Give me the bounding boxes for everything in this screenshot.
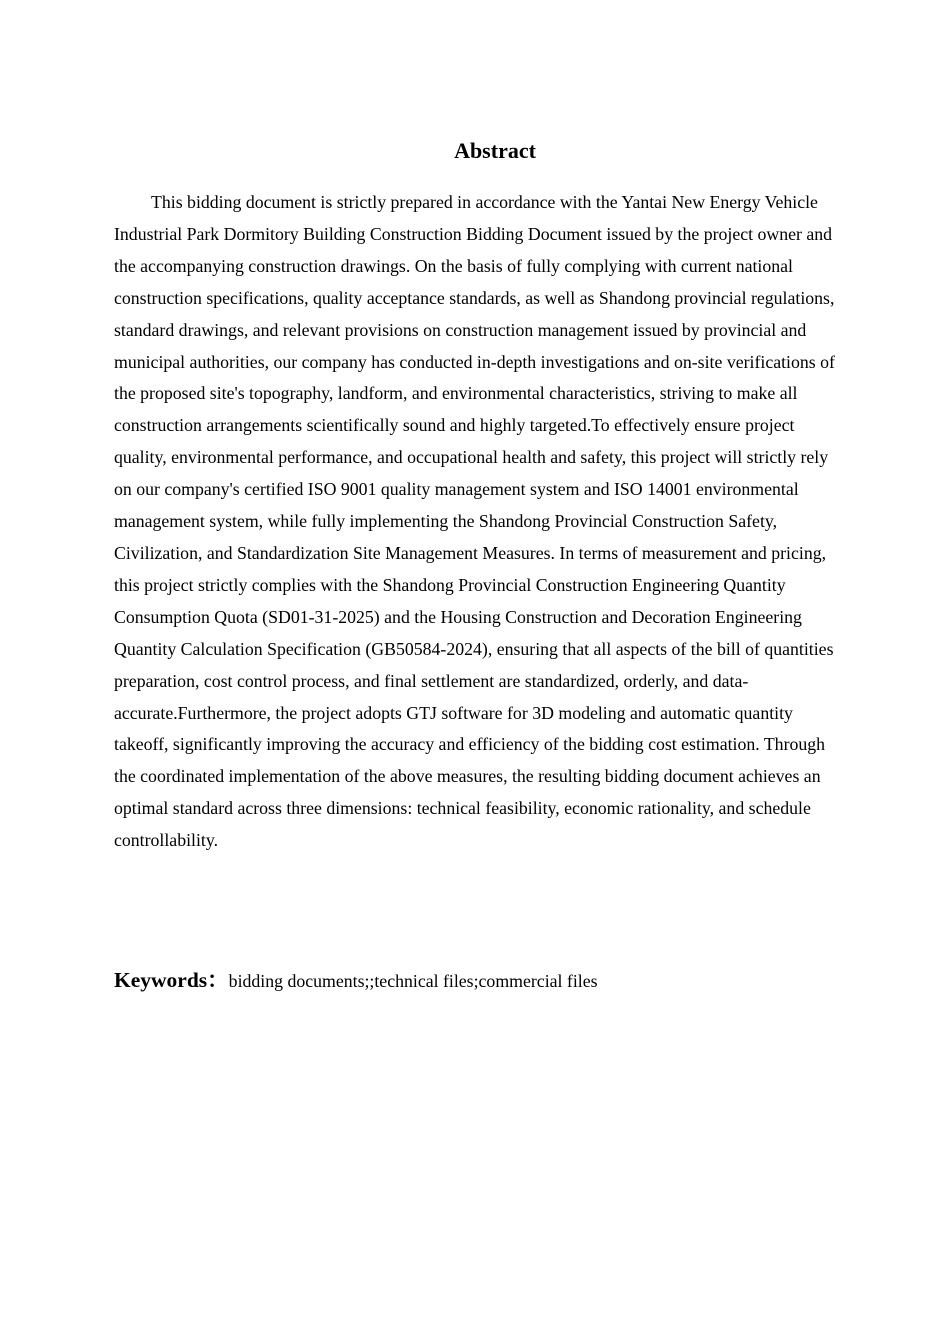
keywords-value: bidding documents;;technical files;commercial files (228, 971, 598, 991)
abstract-title: Abstract (454, 138, 536, 163)
keywords-label: Keywords： (114, 968, 229, 992)
keywords-line (114, 963, 836, 1000)
abstract-body: This bidding document is strictly prepared in accordance with the Yantai New Energy Vehicle Industrial Park Dormitory Building Construction Bidding Document issued by the project owner and the accompanying construction drawings. On the basis of fully complying with current national construction specifications, quality acceptance standards, as well as Shandong provincial regulations, standard drawings, and relevant provisions on construction management issued by provincial and municipal authorities, our company has conducted in-depth investigations and on-site verifications of the proposed site's topography, landform, and environmental characteristics, striving to make all construction arrangements scientifically sound and highly targeted.To effectively ensure project quality, environmental performance, and occupational health and safety, this project will strictly rely on our company's certified ISO 9001 quality management system and ISO 14001 environmental management system, while fully implementing the Shandong Provincial Construction Safety, Civilization, and Standardization Site Management Measures. In terms of measurement and pricing, this project strictly complies with the Shandong Provincial Construction Engineering Quantity Consumption Quota (SD01-31-2025) and the Housing Construction and Decoration Engineering Quantity Calculation Specification (GB50584-2024), ensuring that all aspects of the bill of quantities preparation, cost control process, and final settlement are standardized, orderly, and data-accurate.Furthermore, the project adopts GTJ software for 3D modeling and automatic quantity takeoff, significantly improving the accuracy and efficiency of the bidding cost estimation. Through the coordinated implementation of the above measures, the resulting bidding document achieves an optimal standard across three dimensions: technical feasibility, economic rationality, and schedule controllability. (114, 192, 835, 851)
